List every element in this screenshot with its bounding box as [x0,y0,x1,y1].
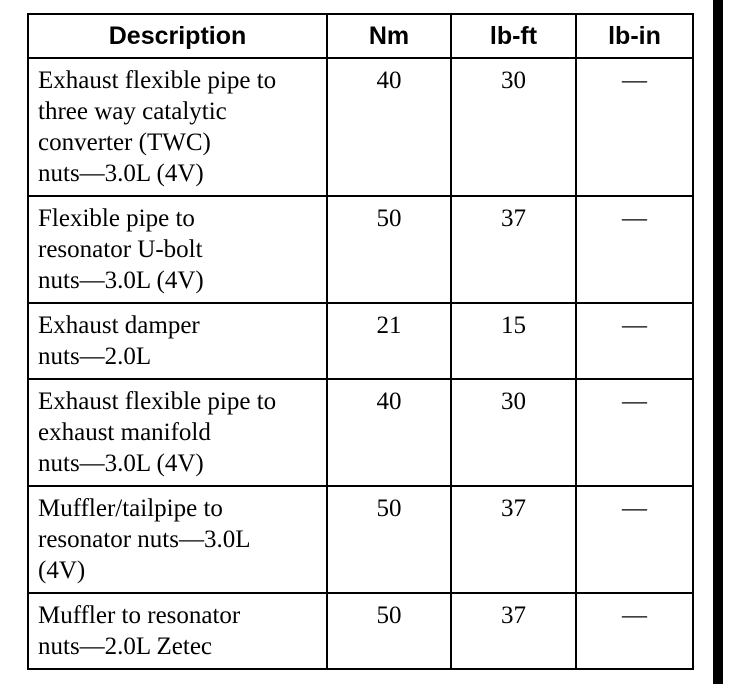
description-cell [28,593,327,669]
header-row [28,14,693,58]
lb-in-value: — [576,196,693,303]
description-line: converter (TWC) [38,129,211,156]
description-line: Flexible pipe to [38,205,195,232]
description-line: Exhaust damper [38,312,200,339]
nm-value: 40 [327,379,451,486]
description-line: nuts—2.0L Zetec [38,633,213,660]
header-description: Description [28,14,327,58]
description-line: nuts—3.0L (4V) [38,160,204,187]
nm-value: 50 [327,593,451,669]
description-line: Muffler/tailpipe to [38,495,223,522]
description-line: Exhaust flexible pipe to [38,67,277,94]
table-row [28,303,693,379]
description-cell [28,486,327,593]
description-line: resonator U-bolt [38,236,203,263]
description-cell [28,303,327,379]
lb-in-value: — [576,593,693,669]
nm-value: 21 [327,303,451,379]
header-nm: Nm [327,14,451,58]
torque-spec-table [27,13,694,670]
description-line: (4V) [38,557,86,584]
description-cell [28,58,327,196]
lb-in-value: — [576,58,693,196]
nm-value: 50 [327,196,451,303]
lb-in-value: — [576,303,693,379]
lb-in-value: — [576,379,693,486]
description-line: three way catalytic [38,98,227,125]
description-line: nuts—3.0L (4V) [38,267,204,294]
table-row [28,379,693,486]
lb-ft-value: 15 [451,303,576,379]
nm-value: 40 [327,58,451,196]
lb-ft-value: 37 [451,196,576,303]
description-line: nuts—2.0L [38,343,152,370]
table-row [28,593,693,669]
table-row [28,58,693,196]
description-cell [28,379,327,486]
nm-value: 50 [327,486,451,593]
description-line: resonator nuts—3.0L [38,526,251,553]
lb-ft-value: 30 [451,58,576,196]
description-cell [28,196,327,303]
header-lb-ft: lb-ft [451,14,576,58]
description-line: Exhaust flexible pipe to [38,388,277,415]
lb-ft-value: 37 [451,486,576,593]
page-edge-bar [713,0,723,684]
header-lb-in: lb-in [576,14,693,58]
table-row [28,486,693,593]
table-row [28,196,693,303]
lb-ft-value: 30 [451,379,576,486]
lb-ft-value: 37 [451,593,576,669]
description-line: nuts—3.0L (4V) [38,450,204,477]
lb-in-value: — [576,486,693,593]
description-line: Muffler to resonator [38,602,241,629]
description-line: exhaust manifold [38,419,211,446]
